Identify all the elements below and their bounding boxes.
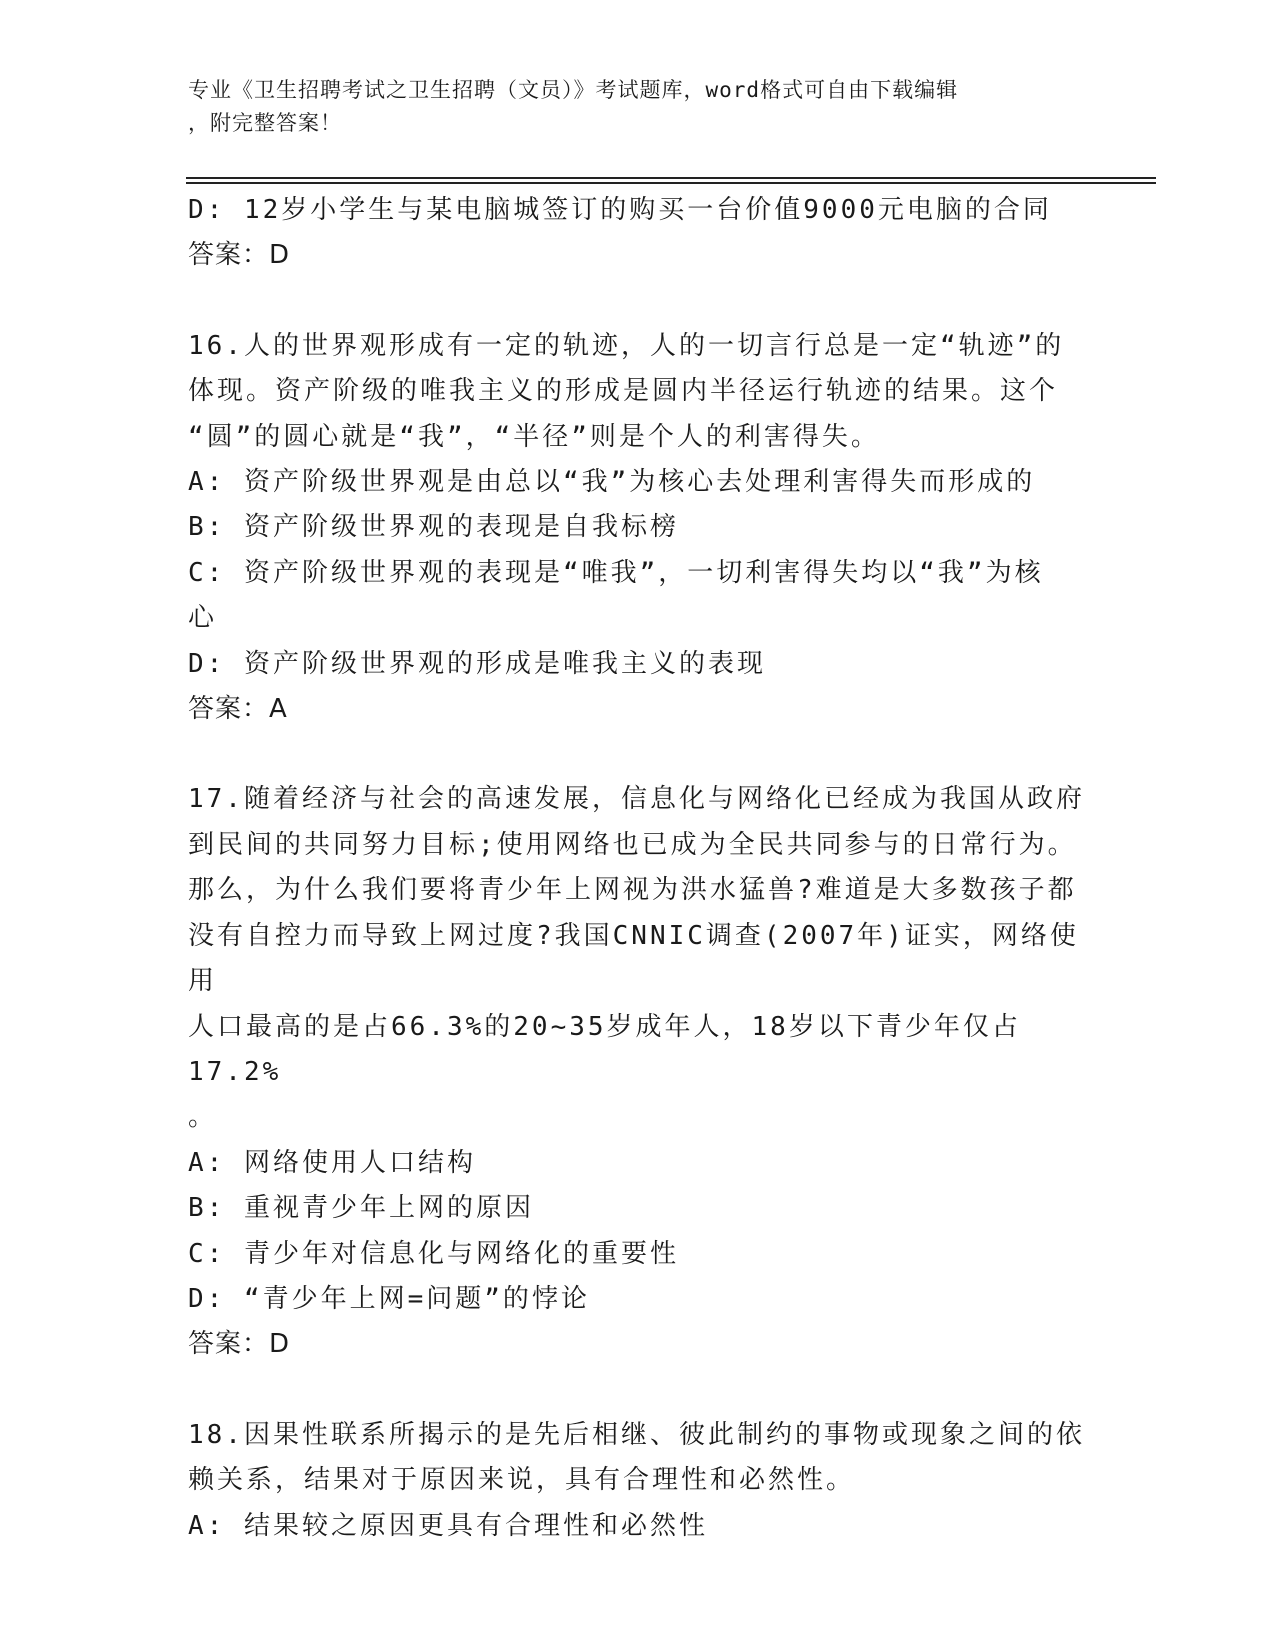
option-b: B: 资产阶级世界观的表现是自我标榜 [188,512,679,543]
spacer [188,279,1088,324]
header-line-2: ，附完整答案！ [188,111,342,135]
question-stem-line: 没有自控力而导致上网过度?我国CNNIC调查(2007年)证实，网络使用 [188,920,1079,997]
header-rule-top [186,177,1156,179]
question-block-17 [188,777,1088,1367]
question-stem-line: “圆”的圆心就是“我”，“半径”则是个人的利害得失。 [188,421,880,452]
document-body [188,188,1088,1549]
question-stem-line: 16.人的世界观形成有一定的轨迹，人的一切言行总是一定“轨迹”的 [188,330,1065,361]
question-block-18 [188,1413,1088,1549]
question-stem-line: 到民间的共同努力目标;使用网络也已成为全民共同参与的日常行为。 [188,829,1077,860]
option-c: C: 青少年对信息化与网络化的重要性 [188,1238,679,1269]
option-c-continued: 心 [188,603,218,634]
option-d: D: “青少年上网=问题”的悖论 [188,1283,590,1314]
option-a: A: 网络使用人口结构 [188,1147,476,1178]
spacer [188,1368,1088,1413]
answer-line: 答案：D [188,240,291,271]
header-line-1: 专业《卫生招聘考试之卫生招聘（文员）》考试题库，word格式可自由下载编辑 [188,78,959,102]
question-stem-line: 那么，为什么我们要将青少年上网视为洪水猛兽?难道是大多数孩子都 [188,875,1077,906]
option-b: B: 重视青少年上网的原因 [188,1193,534,1224]
question-stem-line: 体现。资产阶级的唯我主义的形成是圆内半径运行轨迹的结果。这个 [188,376,1059,407]
option-a: A: 结果较之原因更具有合理性和必然性 [188,1510,708,1541]
answer-line: 答案：D [188,1329,291,1360]
question-stem-line: 17.随着经济与社会的高速发展，信息化与网络化已经成为我国从政府 [188,784,1085,815]
question-stem-line: 人口最高的是占66.3%的20~35岁成年人，18岁以下青少年仅占17.2% [188,1011,1021,1087]
option-c: C: 资产阶级世界观的表现是“唯我”，一切利害得失均以“我”为核 [188,557,1044,588]
answer-line: 答案：A [188,694,288,725]
spacer [188,732,1088,777]
option-d: D: 资产阶级世界观的形成是唯我主义的表现 [188,648,766,679]
question-block-15-tail [188,188,1088,279]
header-rule-bottom [186,182,1156,184]
question-stem-line: 。 [188,1102,218,1133]
option-d: D: 12岁小学生与某电脑城签订的购买一台价值9000元电脑的合同 [188,195,1052,225]
question-stem-line: 赖关系，结果对于原因来说，具有合理性和必然性。 [188,1465,856,1496]
question-block-16 [188,324,1088,733]
question-stem-line: 18.因果性联系所揭示的是先后相继、彼此制约的事物或现象之间的依 [188,1419,1085,1450]
option-a: A: 资产阶级世界观是由总以“我”为核心去处理利害得失而形成的 [188,467,1036,498]
page-header [188,74,1068,140]
